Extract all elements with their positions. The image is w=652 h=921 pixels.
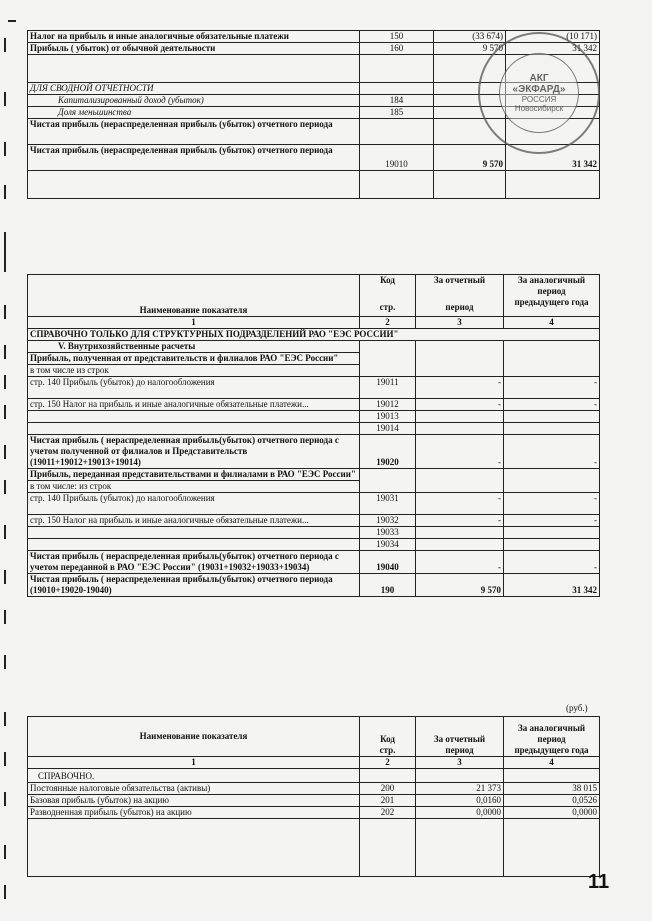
- table-row: [28, 515, 600, 527]
- row-19020-code: 19020: [360, 435, 416, 469]
- table-row: [28, 377, 600, 399]
- row-150-name: Налог на прибыль и иные аналогичные обязательные платежи: [28, 31, 360, 43]
- t3-header-prev-line1: За аналогичный: [517, 723, 586, 733]
- stamp-line2: «ЭКФАРД»: [512, 84, 566, 95]
- t3-header-cur-line1: За отчетный: [433, 734, 486, 744]
- table-row: [28, 171, 600, 199]
- row-150-code: 150: [360, 31, 434, 43]
- table-row: [28, 423, 600, 435]
- header-cur-line1: За отчетный: [433, 275, 486, 285]
- row-19040-cur: -: [416, 551, 504, 574]
- row-19010-name: Чистая прибыль (нераспределенная прибыль (убыток) отчетного периода: [28, 145, 360, 171]
- row-19040-code: 19040: [360, 551, 416, 574]
- header-prev: [504, 275, 600, 317]
- t3-header-code-line2: стр.: [379, 745, 396, 755]
- table-row: [28, 769, 600, 783]
- row-19031-code: 19031: [360, 493, 416, 515]
- table-reference: [27, 716, 600, 877]
- row-160-prev: 31 342: [506, 43, 600, 55]
- row-19020-cur: -: [416, 435, 504, 469]
- header-cur-line2: период: [445, 302, 474, 312]
- row-160-cur: 9 570: [434, 43, 506, 55]
- header-prev-line3: предыдущего года: [514, 297, 589, 307]
- table-row: [28, 469, 600, 481]
- row-19012-cur: -: [416, 399, 504, 411]
- table-row: [28, 399, 600, 411]
- row-200-name: Постоянные налоговые обязательства (активы): [28, 783, 360, 795]
- table-row: [28, 493, 600, 515]
- row-19031-prev: -: [504, 493, 600, 515]
- row-184-name: Капитализированный доход (убыток): [28, 95, 360, 107]
- row-185-code: 185: [360, 107, 434, 119]
- row-200-code: 200: [360, 783, 416, 795]
- organization-stamp: [478, 32, 600, 154]
- row-19031-name: стр. 140 Прибыль (убыток) до налогообложения: [28, 493, 360, 515]
- row-201-cur: 0,0160: [416, 795, 504, 807]
- t3-header-cur-line2: период: [445, 745, 474, 755]
- t3-colnum-3: 3: [416, 757, 504, 769]
- header-cur: [416, 275, 504, 317]
- t3-colnum-4: 4: [504, 757, 600, 769]
- table-row: [28, 329, 600, 341]
- row-19040-name: Чистая прибыль ( нераспределенная прибыль(убыток) отчетного периода с учетом переданной в РАО "ЕЭС России" (19031+19032+19033+19034): [28, 551, 360, 574]
- header-prev-line1: За аналогичный: [517, 275, 586, 285]
- header-code: [360, 275, 416, 317]
- stamp-line1: АКГ: [529, 73, 549, 84]
- row-202-cur: 0,0000: [416, 807, 504, 819]
- row-200-cur: 21 373: [416, 783, 504, 795]
- t3-header-code: [360, 717, 416, 757]
- header-name: Наименование показателя: [28, 275, 360, 317]
- row-201-prev: 0,0526: [504, 795, 600, 807]
- block1-title: Прибыль, полученная от представительств и филиалов РАО "ЕЭС России": [28, 353, 360, 365]
- colnum-1: 1: [28, 317, 360, 329]
- table-colnums: [28, 317, 600, 329]
- row-19012-prev: -: [504, 399, 600, 411]
- row-19012-name: стр. 150 Налог на прибыль и иные аналогичные обязательные платежи...: [28, 399, 360, 411]
- table-row: [28, 795, 600, 807]
- t3-header-prev: [504, 717, 600, 757]
- colnum-4: 4: [504, 317, 600, 329]
- colnum-3: 3: [416, 317, 504, 329]
- block1-sub: в том числе из строк: [28, 365, 360, 377]
- table-header: [28, 275, 600, 317]
- table-row: [28, 783, 600, 795]
- row-19011-cur: -: [416, 377, 504, 399]
- colnum-2: 2: [360, 317, 416, 329]
- t3-header-code-line1: Код: [380, 734, 395, 744]
- table-row: [28, 411, 600, 423]
- stamp-line4: Новосибирск: [514, 104, 564, 113]
- row-184-code: 184: [360, 95, 434, 107]
- consolidated-title: ДЛЯ СВОДНОЙ ОТЧЕТНОСТИ: [28, 83, 360, 95]
- row-201-name: Базовая прибыль (убыток) на акцию: [28, 795, 360, 807]
- row-202-prev: 0,0000: [504, 807, 600, 819]
- row-202-name: Разводненная прибыль (убыток) на акцию: [28, 807, 360, 819]
- row-19012-code: 19012: [360, 399, 416, 411]
- t3-header-name: Наименование показателя: [28, 717, 360, 757]
- row-202-code: 202: [360, 807, 416, 819]
- row-19032-name: стр. 150 Налог на прибыль и иные аналогичные обязательные платежи...: [28, 515, 360, 527]
- row-150-cur: (33 674): [434, 31, 506, 43]
- row-19013-code: 19013: [360, 411, 416, 423]
- row-19032-prev: -: [504, 515, 600, 527]
- t3-colnum-2: 2: [360, 757, 416, 769]
- table-row: [28, 341, 600, 353]
- header-code-line1: Код: [380, 275, 395, 285]
- row-19010-code: 19010: [360, 145, 434, 171]
- row-190-prev: 31 342: [504, 574, 600, 597]
- row-19011-code: 19011: [360, 377, 416, 399]
- t3-header-prev-line2: период: [537, 734, 566, 744]
- row-201-code: 201: [360, 795, 416, 807]
- header-code-line2: стр.: [379, 302, 396, 312]
- row-net-profit-blank-name: Чистая прибыль (нераспределенная прибыль (убыток) отчетного периода: [28, 119, 360, 145]
- header-prev-line2: период: [537, 286, 566, 296]
- row-160-name: Прибыль ( убыток) от обычной деятельности: [28, 43, 360, 55]
- table-row: [28, 435, 600, 469]
- row-19014-code: 19014: [360, 423, 416, 435]
- table-row: [28, 807, 600, 819]
- row-190-cur: 9 570: [416, 574, 504, 597]
- table-row: [28, 527, 600, 539]
- row-19020-name: Чистая прибыль ( нераспределенная прибыль(убыток) отчетного периода с учетом полученной от филиалов и Представительств (19011+19012+19013+19014): [28, 435, 360, 469]
- row-160-code: 160: [360, 43, 434, 55]
- row-19011-name: стр. 140 Прибыль (убыток) до налогообложения: [28, 377, 360, 399]
- row-19010-prev: 31 342: [506, 145, 600, 171]
- row-150-prev: (10 171): [506, 31, 600, 43]
- t3-header-cur: [416, 717, 504, 757]
- table-row: [28, 819, 600, 877]
- section-title: V. Внутрихозяйственные расчеты: [28, 341, 360, 353]
- table-row: [28, 539, 600, 551]
- stamp-line3: РОССИЯ: [521, 95, 557, 104]
- row-19020-prev: -: [504, 435, 600, 469]
- row-19034-code: 19034: [360, 539, 416, 551]
- row-19032-cur: -: [416, 515, 504, 527]
- row-19010-cur: 9 570: [434, 145, 506, 171]
- row-200-prev: 38 015: [504, 783, 600, 795]
- t3-title: СПРАВОЧНО.: [28, 769, 360, 783]
- t3-colnum-1: 1: [28, 757, 360, 769]
- currency-unit: (руб.): [566, 703, 588, 713]
- row-190-name: Чистая прибыль ( нераспределенная прибыль(убыток) отчетного периода (19010+19020-19040): [28, 574, 360, 597]
- row-19032-code: 19032: [360, 515, 416, 527]
- table-structural-units: [27, 274, 600, 597]
- row-19011-prev: -: [504, 377, 600, 399]
- row-185-name: Доля меньшинства: [28, 107, 360, 119]
- t3-header-prev-line3: предыдущего года: [514, 745, 589, 755]
- structural-title: СПРАВОЧНО ТОЛЬКО ДЛЯ СТРУКТУРНЫХ ПОДРАЗДЕЛЕНИЙ РАО "ЕЭС РОССИИ": [28, 329, 600, 341]
- table-row: [28, 551, 600, 574]
- table-header: [28, 717, 600, 757]
- block2-title: Прибыль, переданная представительствами и филиалами в РАО "ЕЭС России": [28, 469, 360, 481]
- row-19040-prev: -: [504, 551, 600, 574]
- block2-sub: в том числе: из строк: [28, 481, 360, 493]
- row-190-code: 190: [360, 574, 416, 597]
- row-19033-code: 19033: [360, 527, 416, 539]
- table-colnums: [28, 757, 600, 769]
- row-19031-cur: -: [416, 493, 504, 515]
- table-row: [28, 574, 600, 597]
- page-number: 11: [588, 871, 610, 893]
